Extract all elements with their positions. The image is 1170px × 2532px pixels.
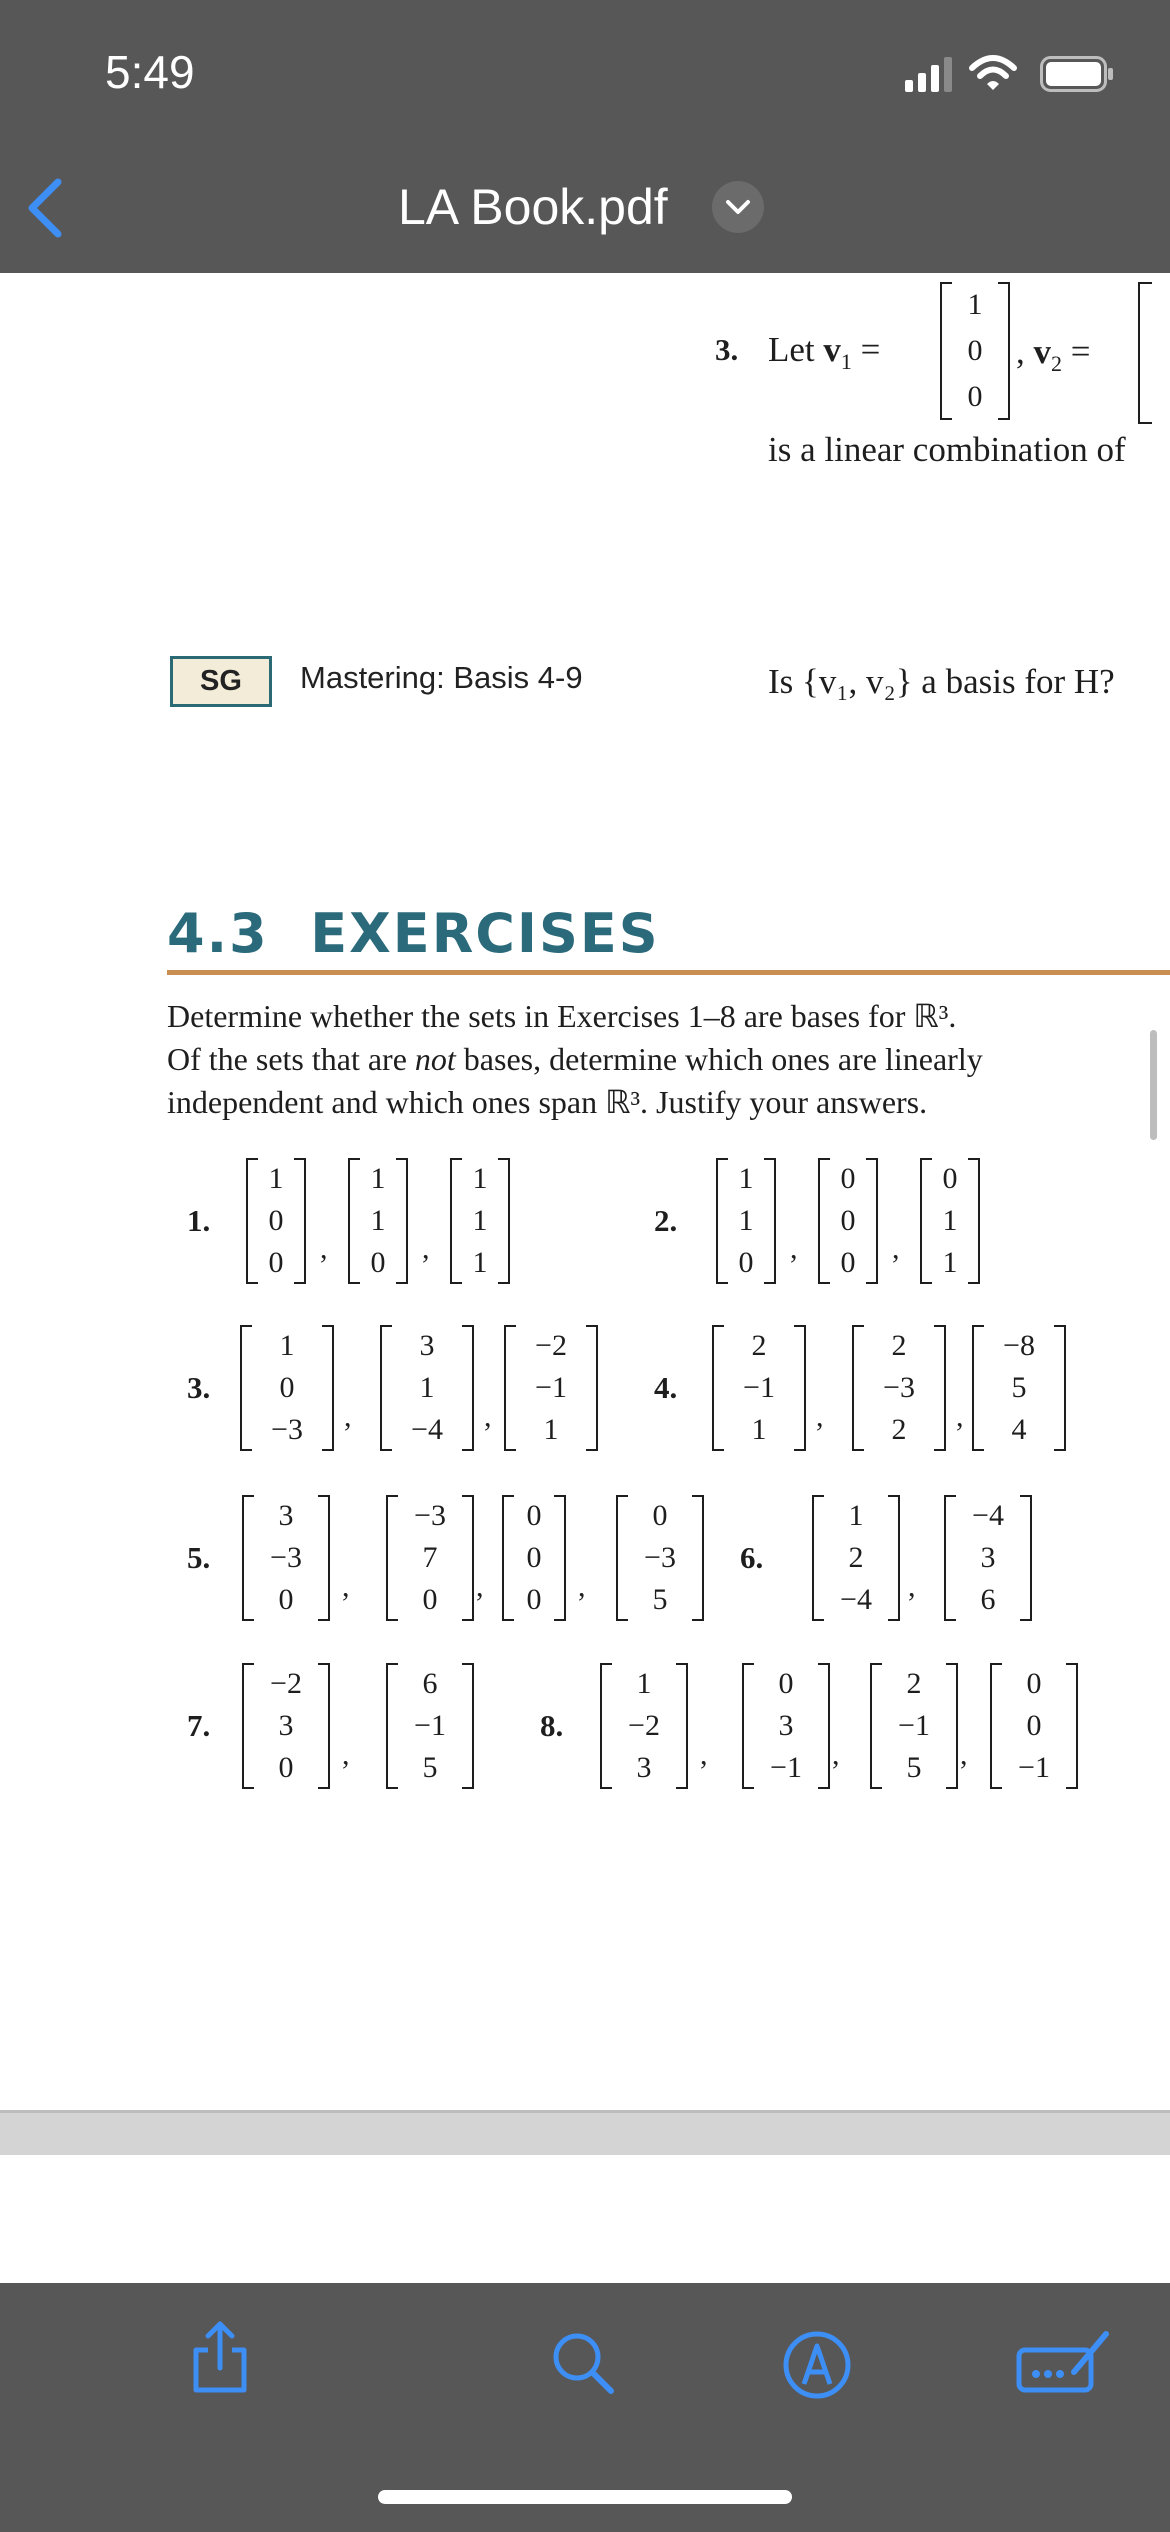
chevron-down-icon — [712, 181, 764, 233]
vector-matrix: −2 −1 1 — [504, 1325, 598, 1451]
page-separator — [0, 2110, 1170, 2155]
vector-matrix: −2 3 0 — [242, 1663, 330, 1789]
vector-v1: 1 0 0 — [940, 282, 1010, 420]
vector-matrix: 3 1 −4 — [380, 1325, 474, 1451]
search-icon[interactable] — [550, 2330, 616, 2396]
document-title[interactable]: LA Book.pdf — [398, 179, 668, 235]
basis-question: Is {v₁, v₂} a basis for H? — [768, 662, 1115, 701]
page-scrollbar[interactable] — [1150, 1030, 1157, 1140]
vector-matrix: 2 −3 2 — [852, 1325, 946, 1451]
study-guide-text: Mastering: Basis 4-9 — [300, 660, 583, 695]
vector-matrix: −8 5 4 — [972, 1325, 1066, 1451]
vector-v2-bracket — [1138, 282, 1152, 424]
exercise-label: 7. — [187, 1708, 211, 1743]
exercise-label: 4. — [654, 1370, 678, 1405]
exercise-label: 5. — [187, 1540, 211, 1575]
vector-matrix: 2 −1 1 — [712, 1325, 806, 1451]
vector-v2-label: , $v_2$ = — [1016, 332, 1091, 376]
vector-matrix: 0 −3 5 — [616, 1495, 704, 1621]
exercise-instructions: Determine whether the sets in Exercises 1–8 are bases for ℝ³. Of the sets that are not bases, determine which ones are linearly independent and which ones span ℝ³. Justify your answers. — [167, 998, 983, 1120]
exercise-label: 8. — [540, 1708, 564, 1743]
vector-matrix: 0 3 −1 — [742, 1663, 830, 1789]
vector-matrix: 1 −2 3 — [600, 1663, 688, 1789]
vector-matrix: −4 3 6 — [944, 1495, 1032, 1621]
status-time: 5:49 — [105, 46, 195, 98]
exercise-label: 3. — [715, 332, 739, 367]
home-indicator[interactable] — [378, 2490, 792, 2504]
vector-matrix: 2 −1 5 — [870, 1663, 958, 1789]
vector-matrix: 0 0 0 — [502, 1495, 566, 1621]
exercise-label: 3. — [187, 1370, 211, 1405]
vector-matrix: 0 1 1 — [920, 1158, 980, 1284]
exercise-label: 1. — [187, 1203, 211, 1238]
vector-matrix: 1 2 −4 — [812, 1495, 900, 1621]
vector-matrix: 1 1 1 — [450, 1158, 510, 1284]
vector-matrix: 0 0 −1 — [990, 1663, 1078, 1789]
section-heading: 4.3 EXERCISES — [167, 902, 660, 965]
markup-icon[interactable] — [782, 2330, 852, 2400]
vector-matrix: 1 1 0 — [348, 1158, 408, 1284]
study-guide-badge: SG — [170, 656, 272, 707]
vector-matrix: −3 7 0 — [386, 1495, 474, 1621]
vector-matrix: 6 −1 5 — [386, 1663, 474, 1789]
exercise-statement: Let $v_1$ = — [768, 330, 881, 374]
exercise-label: 2. — [654, 1203, 678, 1238]
vector-matrix: 3 −3 0 — [242, 1495, 330, 1621]
vector-matrix: 1 1 0 — [716, 1158, 776, 1284]
vector-matrix: 1 0 0 — [246, 1158, 306, 1284]
title-menu-button[interactable] — [712, 181, 764, 233]
cellular-signal-icon — [905, 56, 955, 92]
vector-matrix: 1 0 −3 — [240, 1325, 334, 1451]
vector-matrix: 0 0 0 — [818, 1158, 878, 1284]
sign-icon[interactable] — [1016, 2328, 1112, 2398]
wifi-icon — [968, 54, 1018, 92]
battery-icon — [1040, 56, 1114, 92]
back-chevron-icon[interactable] — [22, 178, 66, 238]
share-icon[interactable] — [188, 2320, 252, 2396]
section-rule — [167, 970, 1170, 975]
exercise-label: 6. — [740, 1540, 764, 1575]
exercise-continuation: is a linear combination of — [768, 430, 1126, 469]
